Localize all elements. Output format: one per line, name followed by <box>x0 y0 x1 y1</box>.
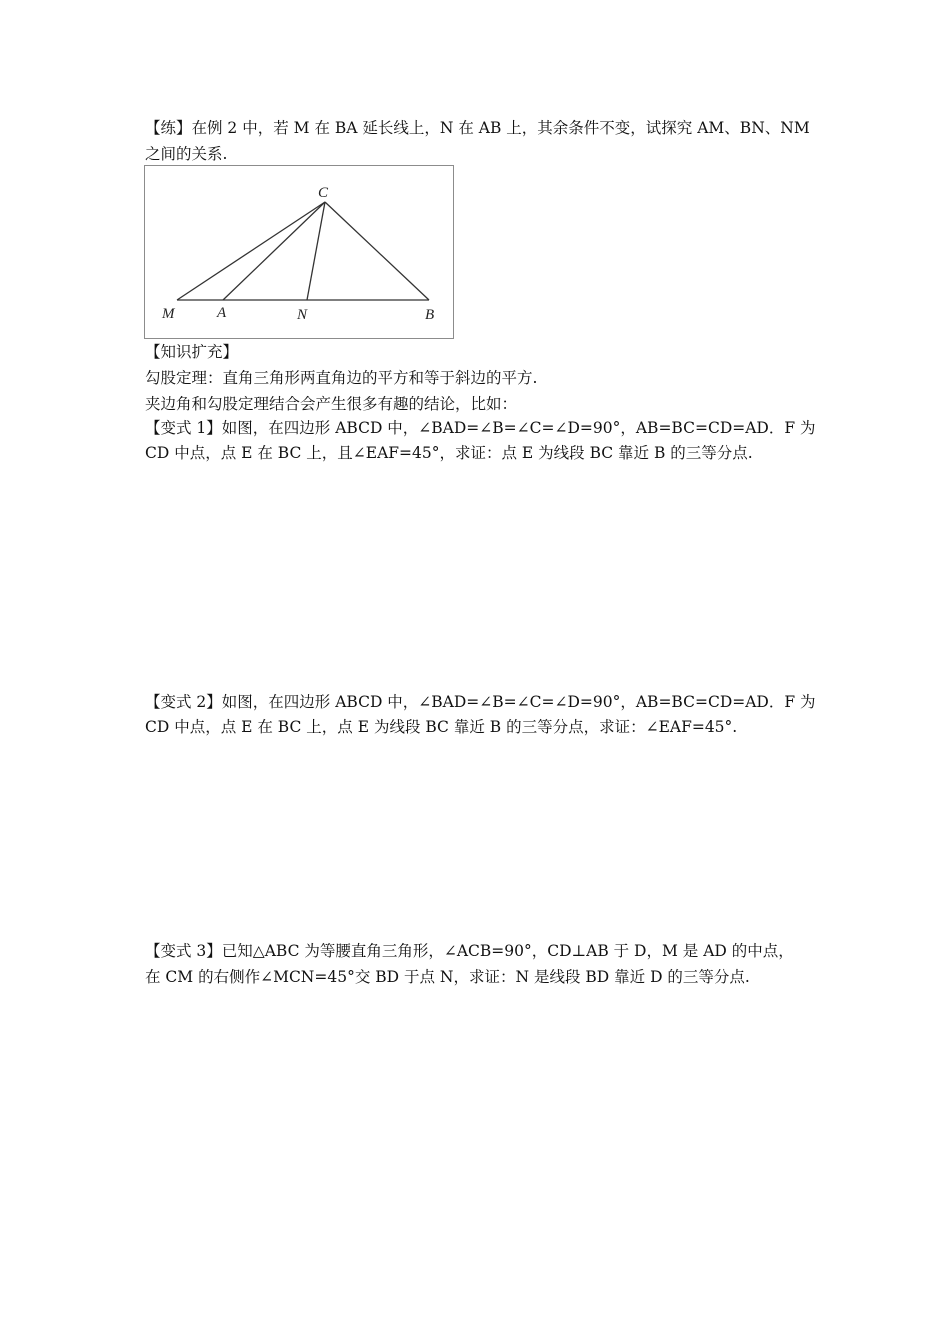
practice-line-1: 【练】在例 2 中，若 M 在 BA 延长线上，N 在 AB 上，其余条件不变，试探究 AM、BN、NM <box>145 119 810 137</box>
intro-text: 夹边角和勾股定理结合会产生很多有趣的结论，比如： <box>145 395 518 413</box>
variant1-line-1: 【变式 1】如图，在四边形 ABCD 中，∠BAD=∠B=∠C=∠D=90°，AB=BC=CD=AD．F 为 <box>145 419 816 437</box>
label-N: N <box>297 307 308 323</box>
label-A: A <box>217 305 227 321</box>
segment-CB <box>325 202 429 300</box>
variant1-line-2: CD 中点，点 E 在 BC 上，且∠EAF=45°，求证：点 E 为线段 BC 靠近 B 的三等分点. <box>145 444 753 462</box>
triangle-figure <box>144 165 454 339</box>
label-B: B <box>425 307 435 323</box>
variant2-line-1: 【变式 2】如图，在四边形 ABCD 中，∠BAD=∠B=∠C=∠D=90°，AB=BC=CD=AD．F 为 <box>145 693 816 711</box>
triangle-diagram <box>145 166 455 340</box>
label-C: C <box>318 185 329 201</box>
practice-line-2: 之间的关系. <box>145 145 228 163</box>
knowledge-heading: 【知识扩充】 <box>145 343 239 361</box>
variant3-line-1: 【变式 3】已知△ABC 为等腰直角三角形，∠ACB=90°，CD⊥AB 于 D，M 是 AD 的中点， <box>145 942 794 960</box>
label-M: M <box>162 306 175 322</box>
pythagoras-text: 勾股定理：直角三角形两直角边的平方和等于斜边的平方. <box>145 369 538 387</box>
variant3-line-2: 在 CM 的右侧作∠MCN=45°交 BD 于点 N，求证：N 是线段 BD 靠近 D 的三等分点. <box>145 968 750 986</box>
variant2-line-2: CD 中点，点 E 在 BC 上，点 E 为线段 BC 靠近 B 的三等分点，求证：∠EAF=45°. <box>145 718 738 736</box>
segment-CM <box>177 202 325 300</box>
